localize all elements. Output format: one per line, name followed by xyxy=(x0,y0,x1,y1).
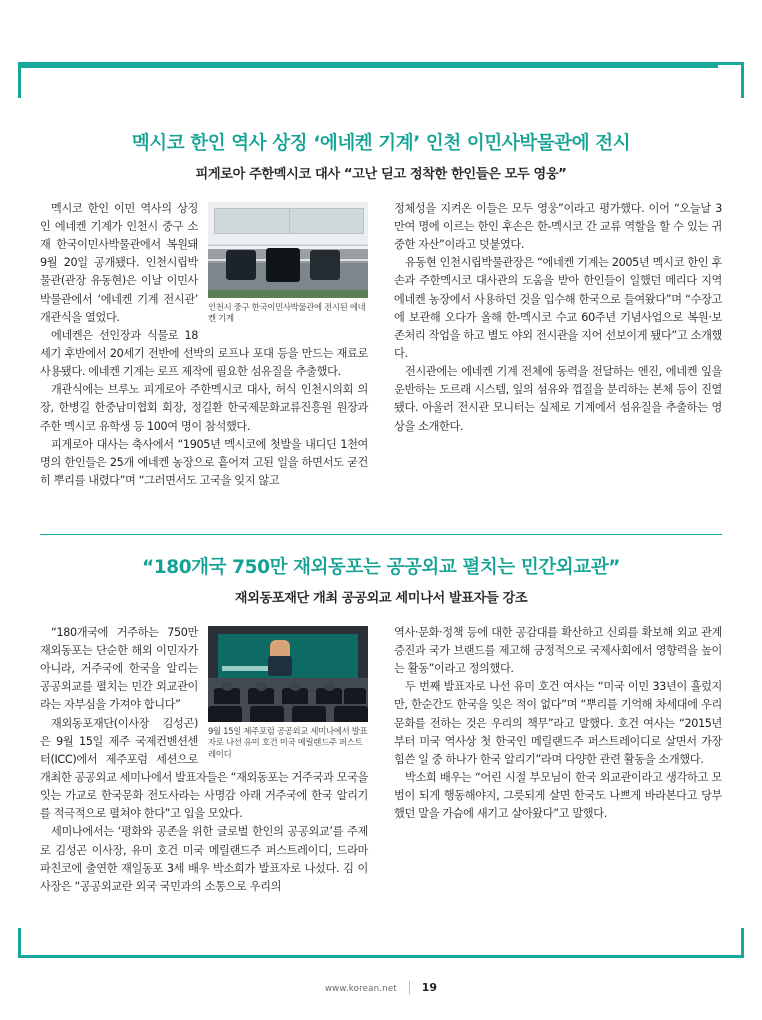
article-2-figure xyxy=(208,626,368,760)
article-2-left-para-2: 재외동포재단(이사장 김성곤)은 9월 15일 제주 국제컨벤션센터(ICC)에서 제주포럼 세션으로 개최한 공공외교 세미나에서 발표자들은 “재외동포는 거주국과 모국을 잇는 가교로 한국문화 전도사라는 사명감 아래 거주국에 한국 알리기를 적극적으로 펼쳐야 한다”고 입을 모았다. xyxy=(40,716,368,821)
page-number: 19 xyxy=(421,981,438,994)
article-1-right-para-3: 전시관에는 에네켄 기계 전체에 동력을 전달하는 엔진, 에네켄 잎을 운반하는 도르래 시스템, 잎의 섬유와 껍질을 분리하는 본체 등이 진열됐다. 아울러 전시관 모니터는 실제로 기계에서 섬유질을 추출하는 영상을 소개한다. xyxy=(394,365,722,433)
bottom-border-ornament xyxy=(18,928,744,958)
article-2-subhead: 재외동포재단 개최 공공외교 세미나서 발표자들 강조 xyxy=(234,591,528,607)
article-2-right-para-2: 두 번째 발표자로 나선 유미 호건 여사는 “미국 이민 33년이 흘렀지만, 한순간도 한국을 잊은 적이 없다”며 “뿌리를 기억해 차세대에 우리 문화를 전하는 것은 우리의 책무”라고 말했다. 호건 여사는 “2015년부터 미국 역사상 첫 한국인 메릴랜드주 퍼스트레이디로 살면서 가장 힘쓴 일 중 하나가 한국 알리기”라며 다양한 관련 활동을 소개했다. xyxy=(394,680,722,766)
article-1-columns xyxy=(40,200,722,490)
article-1-left-para-4: 피게로아 대사는 축사에서 “1905년 멕시코에 첫발을 내디딘 1천여 명의 한인들은 25개 에네켄 농장으로 흩어져 고된 일을 하면서도 굳건히 뿌리를 내렸다”며 “그러면서도 고국을 잊지 않고 xyxy=(40,437,368,487)
article-1-headline: 멕시코 한인 역사 상징 ‘에네켄 기계’ 인천 이민사박물관에 전시 xyxy=(131,133,631,154)
article-1-right-para-1: 정체성을 지켜온 이들은 모두 영웅”이라고 평가했다. 이어 “오늘날 3만여 명에 이르는 한인 후손은 한-멕시코 간 교류 역할을 할 수 있는 귀중한 자산”이라고 덧붙였다. xyxy=(394,201,722,252)
article-1-left-para-2: 에네켄은 선인장과 식물로 18세기 후반에서 20세기 전반에 선박의 로프나 포대 등을 만드는 재료로 사용됐다. 에네켄 기계는 로프 제작에 필요한 섬유질을 추출했다. xyxy=(40,328,368,379)
article-2-left-para-3: 세미나에서는 ‘평화와 공존을 위한 글로벌 한인의 공공외교’를 주제로 김성곤 이사장, 유미 호건 미국 메릴랜드주 퍼스트레이디, 드라마 파친코에 출연한 재일동포 3세 배우 박소희가 발표자로 나섰다. 김 이사장은 “공공외교란 외국 국민과의 소통으로 우리의 xyxy=(40,825,368,893)
article-2-right-para-1: 역사·문화·정책 등에 대한 공감대를 확산하고 신뢰를 확보해 외교 관계 증진과 국가 브랜드를 제고해 긍정적으로 국제사회에서 영향력을 높이는 활동”이라고 정의했다. xyxy=(394,625,722,676)
article-2-right-column xyxy=(394,624,722,824)
page-footer xyxy=(0,981,762,994)
article-2-columns xyxy=(40,624,722,896)
article-public-diplomacy xyxy=(40,556,722,896)
seminar-hall-photo xyxy=(208,626,368,722)
footer-website[interactable]: www.korean.net xyxy=(324,984,397,994)
top-accent-bar xyxy=(18,62,718,68)
article-1-right-column xyxy=(394,200,722,436)
article-2-headline: “180개국 750만 재외동포는 공공외교 펼치는 민간외교관” xyxy=(142,557,620,578)
article-1-left-para-1: 멕시코 한인 이민 역사의 상징인 에네켄 기계가 인천시 중구 소재 한국이민사박물관에서 복원돼 9월 20일 공개됐다. 인천시립박물관(관장 유동현)은 이날 이민사박물관에서 ‘에네켄 기계 전시관’ 개관식을 열었다. xyxy=(40,201,198,324)
article-1-left-para-3: 개관식에는 브루노 피게로아 주한멕시코 대사, 허식 인천시의회 의장, 한병길 한중남미협회 회장, 정길환 한국제문화교류진흥원 원장과 주한 멕시코 유학생 등 100여 명이 참석했다. xyxy=(40,383,368,433)
article-enequen-machine xyxy=(40,132,722,490)
museum-exhibit-photo xyxy=(208,202,368,298)
article-2-right-para-3: 박소희 배우는 “어린 시절 부모님이 한국 외교관이라고 생각하고 모범이 되게 행동해야지, 그릇되게 살면 한국도 나쁘게 바라본다고 당부했던 말을 가슴에 새기고 살아왔다”고 말했다. xyxy=(394,770,722,821)
article-2-caption: 9월 15일 제주포럼 공공외교 세미나에서 발표자로 나선 유미 호건 미국 메릴랜드주 퍼스트레이디 xyxy=(208,725,368,759)
article-1-figure xyxy=(208,202,368,325)
article-1-caption: 인천시 중구 한국이민사박물관에 전시된 에네켄 기계 xyxy=(208,301,366,324)
footer-divider xyxy=(409,981,410,994)
article-1-subhead: 피게로아 주한멕시코 대사 “고난 딛고 정착한 한인들은 모두 영웅” xyxy=(195,167,567,183)
article-2-left-para-1: “180개국에 거주하는 750만 재외동포는 단순한 해외 이민자가 아니라, 거주국에 한국을 알리는 공공외교를 펼치는 민간 외교관이라는 자부심을 가져야 합니다” xyxy=(40,625,198,712)
article-1-left-column xyxy=(40,200,368,490)
article-1-right-para-2: 유동현 인천시립박물관장은 “에네켄 기계는 2005년 멕시코 한인 후손과 주한멕시코 대사관의 도움을 받아 한인들이 일했던 메리다 지역 에네켄 농장에서 사용하던 것을 입수해 한국으로 들여왔다”며 “수장고에 보관해 오다가 올해 한-멕시코 수교 60주년 기념사업으로 복원·보존처리 작업을 하고 별도 야외 전시관을 지어 선보이게 됐다”고 소개했다. xyxy=(394,256,722,360)
section-divider xyxy=(40,534,722,535)
article-2-left-column xyxy=(40,624,368,896)
